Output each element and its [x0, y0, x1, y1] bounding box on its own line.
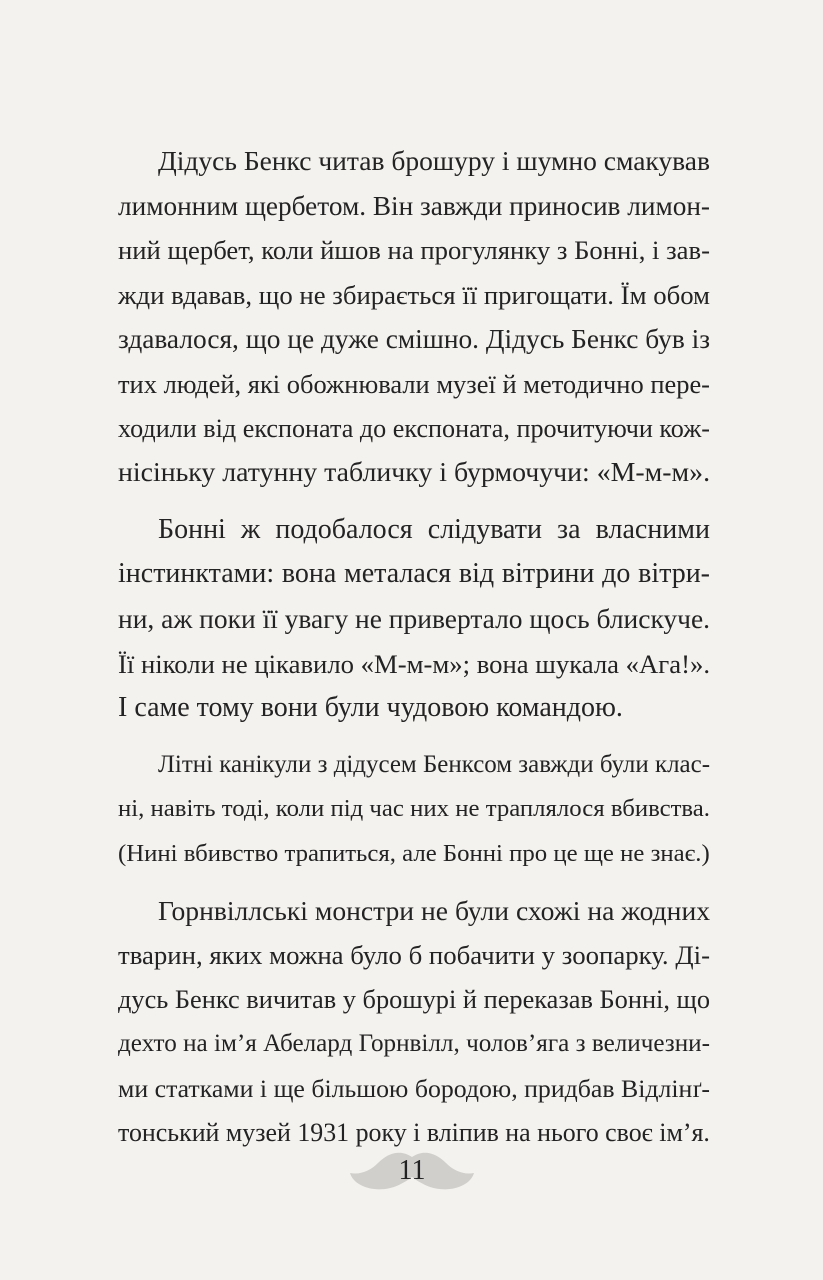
text-line: жди вдавав, що не збирається її пригощати. Їм обом: [118, 279, 710, 310]
text-line: тварин, яких можна було б побачити у зоопарку. Ді-: [118, 940, 710, 971]
text-line: (Нині вбивство трапиться, але Бонні про це ще не знає.): [118, 839, 710, 867]
paragraph-2: [118, 508, 710, 731]
page-number: 11: [398, 1155, 426, 1186]
text-line: дусь Бенкс вичитав у брошурі й переказав Бонні, що: [118, 984, 711, 1014]
text-line: ми статками і ще більшою бородою, придбав Відлінґ-: [118, 1073, 710, 1103]
text-line: Горнвіллські монстри не були схожі на жодних: [158, 894, 710, 926]
text-line: лимонним щербетом. Він завжди приносив лимон-: [118, 190, 710, 221]
text-line: Бонні ж подобалося слідувати за власними: [158, 513, 710, 545]
text-line: Літні канікули з дідусем Бенксом завжди були клас-: [158, 750, 710, 778]
body-text: [118, 139, 710, 1168]
text-line: ний щербет, коли йшов на прогулянку з Бонні, і зав-: [118, 235, 710, 266]
text-line: здавалося, що це дуже смішно. Дідусь Бенкс був із: [118, 324, 710, 355]
paragraph-4: [118, 889, 710, 1157]
text-line: Її ніколи не цікавило «М-м-м»; вона шукала «Ага!».: [118, 648, 710, 679]
text-line: нісіньку латунну табличку і бурмочучи: «М-м-м».: [118, 457, 711, 489]
text-line: Дідусь Бенкс читав брошуру і шумно смакував: [158, 145, 710, 176]
text-line: дехто на ім’я Абелард Горнвілл, чолов’яга з величезни-: [118, 1030, 710, 1058]
text-line: ходили від експоната до експоната, прочитуючи кож-: [118, 413, 710, 443]
text-line: ні, навіть тоді, коли під час них не траплялося вбивства.: [118, 795, 710, 823]
text-line: ни, аж поки її увагу не привертало щось блискуче.: [118, 603, 711, 634]
paragraph-1: [118, 139, 710, 496]
paragraph-3: [118, 743, 710, 877]
page-number-folio: [350, 1147, 474, 1197]
text-line: тонський музей 1931 року і вліпив на нього своє ім’я.: [118, 1118, 710, 1148]
text-line: інстинктами: вона металася від вітрини до вітри-: [118, 558, 710, 590]
text-line: І саме тому вони були чудовою командою.: [118, 692, 623, 724]
text-line: тих людей, які обожнювали музеї й методично пере-: [118, 368, 710, 399]
